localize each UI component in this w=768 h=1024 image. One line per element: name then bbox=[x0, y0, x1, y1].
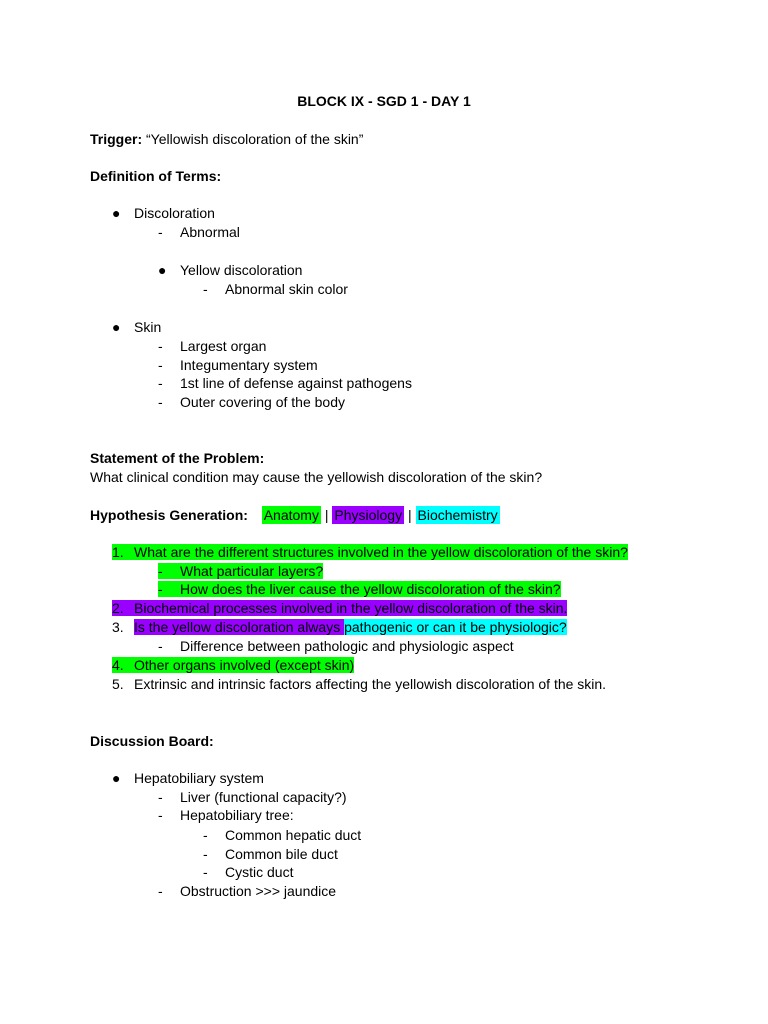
highlight-physiology: Is the yellow discoloration always bbox=[134, 619, 345, 635]
dash-marker: - bbox=[203, 827, 208, 843]
dash-marker: - bbox=[158, 883, 163, 899]
item-text: Liver (functional capacity?) bbox=[180, 789, 347, 805]
item-text: Cystic duct bbox=[225, 864, 294, 880]
dash-marker: - bbox=[158, 357, 163, 373]
item-number: 1. bbox=[112, 544, 124, 560]
term-discoloration: Discoloration bbox=[134, 205, 215, 221]
dash-marker: - bbox=[158, 224, 163, 240]
page-title: BLOCK IX - SGD 1 - DAY 1 bbox=[297, 93, 471, 109]
item-text: Common hepatic duct bbox=[225, 827, 362, 843]
discussion-heading: Discussion Board: bbox=[90, 733, 214, 749]
item-text: Other organs involved (except skin) bbox=[134, 657, 355, 673]
item-text: Biochemical processes involved in the yellow discoloration of the skin. bbox=[134, 600, 568, 616]
dash-marker: - bbox=[203, 846, 208, 862]
list-item bbox=[203, 863, 293, 882]
item-number: 4. bbox=[112, 657, 124, 673]
item-number: 3. bbox=[112, 619, 124, 635]
list-item bbox=[112, 204, 215, 223]
list-item bbox=[158, 261, 302, 280]
list-item bbox=[158, 374, 412, 393]
item-text: Extrinsic and intrinsic factors affecting the yellowish discoloration of the skin. bbox=[134, 676, 607, 692]
hypothesis-item bbox=[112, 656, 354, 675]
dash-marker: - bbox=[158, 338, 163, 354]
trigger-line bbox=[90, 130, 363, 149]
list-item bbox=[158, 223, 240, 242]
hypothesis-line bbox=[90, 506, 500, 525]
sub-item: Largest organ bbox=[180, 338, 267, 354]
highlight-biochemistry: pathogenic or can it be physiologic? bbox=[344, 619, 567, 635]
sub-item: Outer covering of the body bbox=[180, 394, 345, 410]
sub-item: Abnormal skin color bbox=[225, 281, 348, 297]
sub-item: Integumentary system bbox=[180, 357, 318, 373]
dash-marker: - bbox=[158, 807, 163, 823]
list-item bbox=[158, 393, 345, 412]
dash-marker: - bbox=[158, 375, 163, 391]
dash-marker: - bbox=[158, 581, 163, 597]
list-item bbox=[158, 806, 294, 825]
item-text: Hepatobiliary system bbox=[134, 770, 264, 786]
problem-heading: Statement of the Problem: bbox=[90, 450, 265, 466]
list-item bbox=[203, 826, 361, 845]
highlight-anatomy bbox=[158, 563, 323, 579]
dash-marker: - bbox=[203, 864, 208, 880]
hypothesis-heading: Hypothesis Generation: bbox=[90, 507, 248, 523]
term-yellow-discoloration: Yellow discoloration bbox=[180, 262, 303, 278]
item-text: What are the different structures involved in the yellow discoloration of the skin? bbox=[134, 544, 628, 560]
list-item bbox=[112, 318, 161, 337]
sub-item: Abnormal bbox=[180, 224, 240, 240]
hypothesis-item bbox=[112, 618, 567, 637]
legend-biochemistry: Biochemistry bbox=[417, 507, 498, 523]
item-text: Difference between pathologic and physiologic aspect bbox=[180, 638, 514, 654]
trigger-text: “Yellowish discoloration of the skin” bbox=[146, 131, 364, 147]
hypothesis-subitem bbox=[158, 562, 323, 581]
highlight-anatomy bbox=[158, 581, 561, 597]
definition-heading: Definition of Terms: bbox=[90, 168, 222, 184]
list-item bbox=[203, 845, 338, 864]
dash-marker: - bbox=[158, 638, 163, 654]
list-item bbox=[158, 788, 347, 807]
hypothesis-item bbox=[112, 599, 567, 618]
hypothesis-item bbox=[112, 543, 628, 562]
legend-separator: | bbox=[407, 507, 412, 523]
item-text: Hepatobiliary tree: bbox=[180, 807, 294, 823]
list-item bbox=[112, 769, 264, 788]
item-number: 2. bbox=[112, 600, 124, 616]
dash-marker: - bbox=[203, 281, 208, 297]
item-text: Common bile duct bbox=[225, 846, 338, 862]
hypothesis-subitem bbox=[158, 580, 561, 599]
item-number: 5. bbox=[112, 676, 124, 692]
list-item bbox=[158, 882, 336, 901]
list-item bbox=[158, 356, 318, 375]
bullet-icon: ● bbox=[112, 770, 121, 786]
dash-marker: - bbox=[158, 563, 163, 579]
dash-marker: - bbox=[158, 789, 163, 805]
dash-marker: - bbox=[158, 394, 163, 410]
item-text: How does the liver cause the yellow discoloration of the skin? bbox=[180, 581, 561, 597]
list-item bbox=[203, 280, 348, 299]
highlight-anatomy bbox=[112, 544, 628, 560]
term-skin: Skin bbox=[134, 319, 162, 335]
item-text: Obstruction >>> jaundice bbox=[180, 883, 337, 899]
highlight-physiology bbox=[112, 600, 567, 616]
legend-physiology: Physiology bbox=[334, 507, 403, 523]
legend-separator: | bbox=[324, 507, 329, 523]
problem-text: What clinical condition may cause the yellowish discoloration of the skin? bbox=[90, 469, 543, 485]
highlight-anatomy bbox=[112, 657, 354, 673]
bullet-icon: ● bbox=[112, 319, 121, 335]
trigger-label: Trigger: bbox=[90, 131, 143, 147]
item-text: What particular layers? bbox=[180, 563, 324, 579]
hypothesis-item bbox=[112, 675, 606, 694]
legend-anatomy: Anatomy bbox=[263, 507, 319, 523]
bullet-icon: ● bbox=[158, 262, 167, 278]
hypothesis-subitem bbox=[158, 637, 514, 656]
bullet-icon: ● bbox=[112, 205, 121, 221]
list-item bbox=[158, 337, 266, 356]
sub-item: 1st line of defense against pathogens bbox=[180, 375, 412, 391]
